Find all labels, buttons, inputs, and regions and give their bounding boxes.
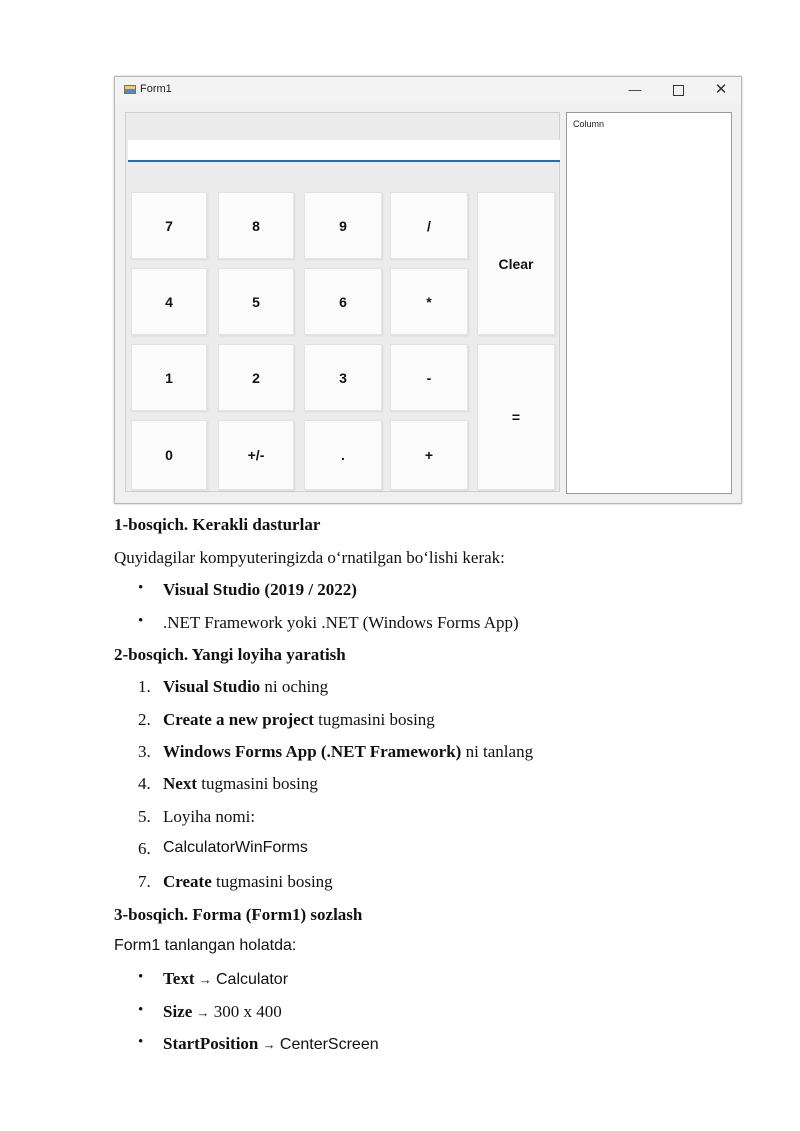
step-text: tugmasini bosing [313,710,435,729]
section1-heading: 1-bosqich. Kerakli dasturlar [114,515,321,534]
section1-intro: Quyidagilar kompyuteringizda oʻrnatilgan boʻlishi kerak: [114,548,505,567]
digit-4-button[interactable]: 4 [131,268,207,335]
section2-heading: 2-bosqich. Yangi loyiha yaratish [114,645,346,664]
bullet-icon: • [138,580,144,596]
list-item-text: .NET Framework yoki .NET (Windows Forms App) [163,613,519,632]
step-text: ni tanlang [461,742,534,761]
property-name: StartPosition [163,1034,259,1053]
decimal-point-button[interactable]: . [304,420,382,490]
step-bold-text: Create a new project [163,710,314,729]
equals-button[interactable]: = [477,344,555,490]
step-text: tugmasini bosing [211,872,333,891]
step-text: Loyiha nomi: [163,807,256,826]
list-number: 5. [138,807,151,826]
list-number: 4. [138,774,151,793]
title-bar [115,77,741,103]
section3-heading: 3-bosqich. Forma (Form1) sozlash [114,905,363,924]
digit-6-button[interactable]: 6 [304,268,382,335]
property-value: Calculator [216,971,289,988]
property-value: CenterScreen [279,1036,379,1053]
list-number: 6. [138,839,151,858]
step-bold-text: Visual Studio [163,677,261,696]
arrow-icon: → [196,1005,210,1020]
minimize-button[interactable] [615,79,655,101]
close-button[interactable] [701,79,741,101]
window-title: Form1 [140,83,172,95]
section3-intro: Form1 tanlangan holatda: [114,937,297,954]
step-bold-text: Create [163,872,212,891]
digit-3-button[interactable]: 3 [304,344,382,411]
property-name: Size [163,1002,193,1021]
history-listbox[interactable] [566,112,732,494]
digit-7-button[interactable]: 7 [131,192,207,259]
bullet-icon: • [138,969,144,985]
list-number: 2. [138,710,151,729]
form1-window [114,76,742,504]
property-name: Text [163,969,195,988]
step-bold-text: Next [163,774,197,793]
bullet-icon: • [138,1002,144,1018]
close-icon: ✕ [714,81,728,98]
subtract-button[interactable]: - [390,344,468,411]
digit-9-button[interactable]: 9 [304,192,382,259]
step-bold-text: Windows Forms App (.NET Framework) [163,742,462,761]
step-text: CalculatorWinForms [163,839,308,856]
multiply-button[interactable]: * [390,268,468,335]
divide-button[interactable]: / [390,192,468,259]
digit-0-button[interactable]: 0 [131,420,207,490]
list-item-text: Visual Studio (2019 / 2022) [163,580,357,599]
bullet-icon: • [138,1034,144,1050]
negate-button[interactable]: +/- [218,420,294,490]
add-button[interactable]: + [390,420,468,490]
step-text: ni oching [260,677,329,696]
step-text: tugmasini bosing [196,774,318,793]
arrow-icon: → [262,1037,276,1052]
maximize-button[interactable] [658,79,698,101]
list-number: 7. [138,872,151,891]
list-number: 1. [138,677,151,696]
list-column-header: Column [573,119,605,129]
digit-2-button[interactable]: 2 [218,344,294,411]
display-textbox[interactable] [128,140,560,162]
digit-5-button[interactable]: 5 [218,268,294,335]
property-value: 300 x 400 [213,1002,282,1021]
minimize-icon: — [628,82,642,97]
bullet-icon: • [138,613,144,629]
clear-button[interactable]: Clear [477,192,555,335]
maximize-icon [673,85,684,96]
form-app-icon [124,85,136,94]
digit-1-button[interactable]: 1 [131,344,207,411]
arrow-icon: → [198,972,212,987]
digit-8-button[interactable]: 8 [218,192,294,259]
list-number: 3. [138,742,151,761]
